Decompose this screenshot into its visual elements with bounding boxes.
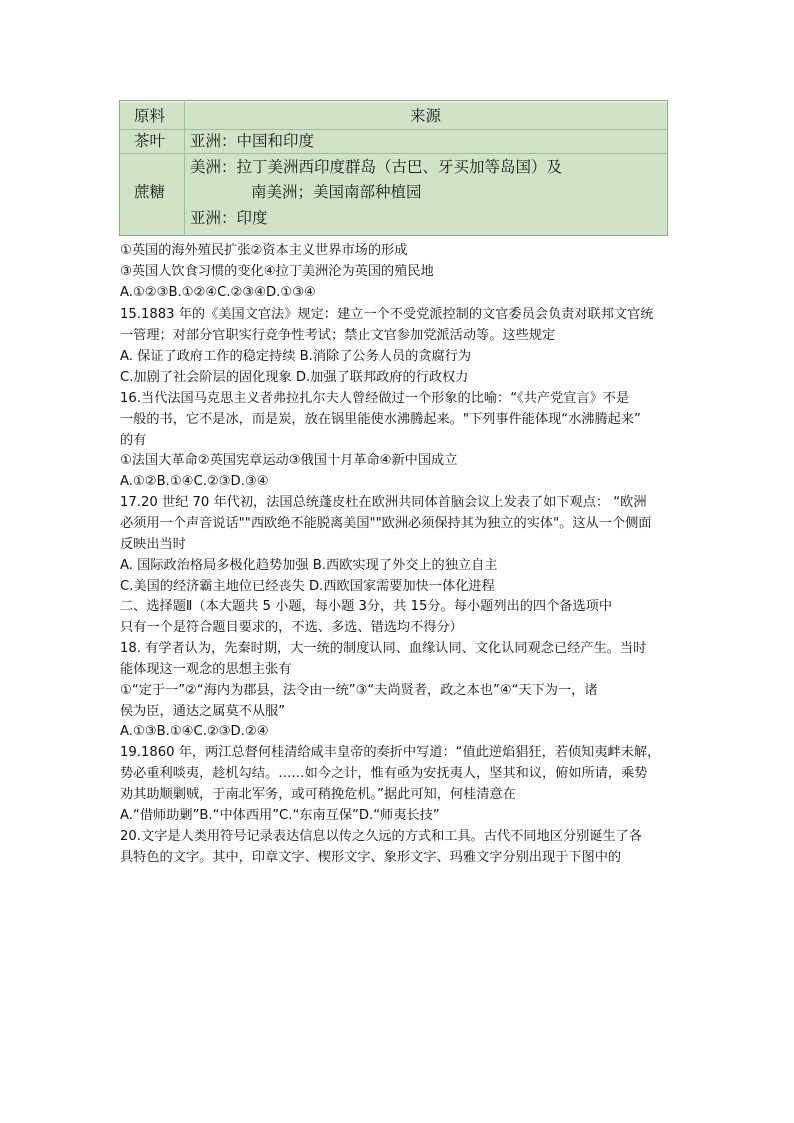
sugar-america-line2: 南美洲；美国南部种植园 bbox=[251, 183, 422, 201]
text-line: 只有一个是符合题目要求的，不选、多选、错选均不得分） bbox=[120, 620, 463, 635]
sugar-asia: 亚洲：印度 bbox=[190, 209, 268, 227]
header-source: 来源 bbox=[410, 107, 442, 125]
table-column-divider bbox=[184, 101, 185, 235]
question-16: 16.当代法国马克思主义者弗拉扎尔夫人曾经做过一个形象的比喻：“《共产党宣言》不是 bbox=[120, 391, 630, 406]
sugar-name: 蔗糖 bbox=[134, 183, 166, 201]
question-17: 17.20 世纪 70 年代初，法国总统蓬皮杜在欧洲共同体首脑会议上发表了如下观点： “欧洲 bbox=[120, 495, 647, 510]
text-line: 一管理；对部分官职实行竞争性考试；禁止文官参加党派活动等。这些规定 bbox=[120, 328, 556, 343]
tea-source: 亚洲：中国和印度 bbox=[190, 132, 315, 150]
text-line: C.美国的经济霸主地位已经丧失 D.西欧国家需要加快一体化进程 bbox=[120, 579, 495, 594]
text-line: ①“定于一”②“海内为郡县，法令由一统”③“夫尚贤者，政之本也”④“天下为一，诸 bbox=[120, 683, 598, 698]
text-line: 劝其助顺剿贼，于南北军务，或可稍挽危机。”据此可知，何桂清意在 bbox=[120, 787, 516, 802]
text-line: A.①②③B.①②④C.②③④D.①③④ bbox=[120, 285, 316, 300]
text-line: 能体现这一观念的思想主张有 bbox=[120, 662, 292, 677]
table-top-stripe bbox=[120, 101, 667, 103]
text-line: A.“借师助剿”B.“中体西用”C.“东南互保”D.“师夷长技” bbox=[120, 808, 440, 823]
sugar-america-line1: 美洲：拉丁美洲西印度群岛（古巴、牙买加等岛国）及 bbox=[190, 158, 563, 176]
text-line: 侯为臣，通达之属莫不从服” bbox=[120, 704, 286, 719]
text-line: ③英国人饮食习惯的变化④拉丁美洲沦为英国的殖民地 bbox=[120, 264, 434, 279]
question-19: 19.1860 年，两江总督何桂清给咸丰皇帝的奏折中写道：“值此逆焰猖狂，若侦知夷衅未解， bbox=[120, 745, 661, 760]
header-material: 原料 bbox=[134, 107, 166, 125]
text-line: 必须用一个声音说话""西欧绝不能脱离美国""欧洲必须保持其为独立的实体"。这从一个侧面 bbox=[120, 516, 652, 531]
text-line: ①法国大革命②英国宪章运动③俄国十月革命④新中国成立 bbox=[120, 453, 458, 468]
question-15: 15.1883 年的《美国文官法》规定：建立一个不受党派控制的文官委员会负责对联邦文官统 bbox=[120, 307, 654, 322]
text-line: A. 保证了政府工作的稳定持续 B.消除了公务人员的贪腐行为 bbox=[120, 349, 472, 364]
text-line: A.①③B.①④C.②③D.②④ bbox=[120, 724, 269, 739]
text-line: A.①②B.①④C.②③D.③④ bbox=[120, 474, 269, 489]
section-heading: 二、选择题Ⅱ（本大题共 5 小题，每小题 3分，共 15分。每小题列出的四个备选项中 bbox=[120, 599, 613, 614]
text-line: 势必重利啖夷，趁机勾结。……如今之计，惟有亟为安抚夷人，坚其和议，俯如所请，乘势 bbox=[120, 766, 648, 781]
question-20: 20.文字是人类用符号记录表达信息以传之久远的方式和工具。古代不同地区分别诞生了各 bbox=[120, 829, 643, 844]
source-table bbox=[119, 100, 668, 236]
text-line: 反映出当时 bbox=[120, 537, 186, 552]
tea-name: 茶叶 bbox=[134, 132, 166, 150]
question-18: 18. 有学者认为，先秦时期，大一统的制度认同、血缘认同、文化认同观念已经产生。当时 bbox=[120, 641, 647, 656]
text-line: 一般的书，它不是冰，而是炭，放在锅里能使水沸腾起来。"下列事件能体现“水沸腾起来” bbox=[120, 412, 641, 427]
text-line: C.加剧了社会阶层的固化现象 D.加强了联邦政府的行政权力 bbox=[120, 370, 469, 385]
table-row-divider bbox=[120, 153, 667, 154]
text-line: A. 国际政治格局多极化趋势加强 B.西欧实现了外交上的独立自主 bbox=[120, 558, 498, 573]
text-line: ①英国的海外殖民扩张②资本主义世界市场的形成 bbox=[120, 243, 408, 258]
text-line: 具特色的文字。其中，印章文字、楔形文字、象形文字、玛雅文字分别出现于下图中的 bbox=[120, 850, 622, 865]
text-line: 的有 bbox=[120, 433, 147, 448]
